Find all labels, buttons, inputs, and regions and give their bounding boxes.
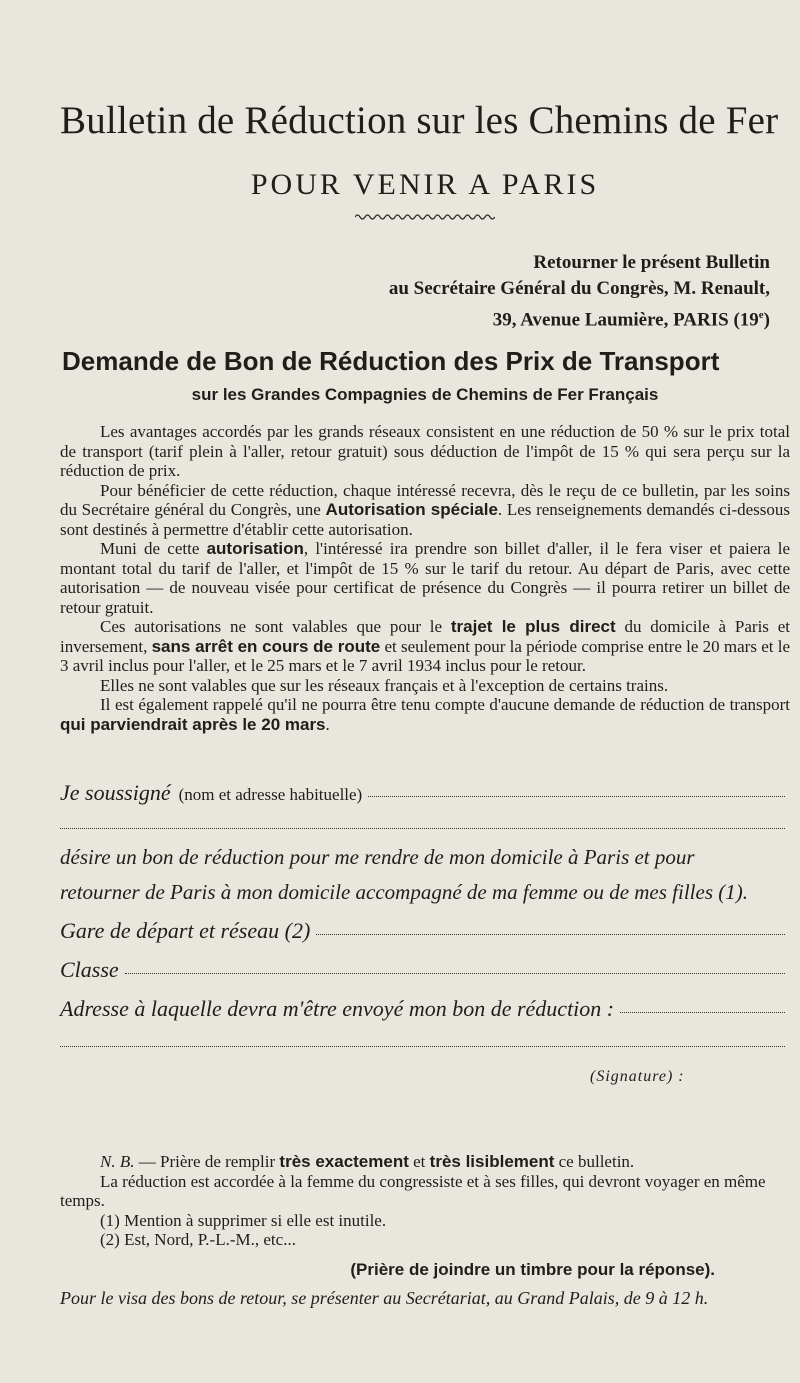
page-subtitle: POUR VENIR A PARIS [250, 168, 600, 201]
notes-block [60, 1152, 790, 1250]
desire-line-2: retourner de Paris à mon domicile accompagné de ma femme ou de mes filles (1). [60, 880, 748, 904]
stamp-request: (Prière de joindre un timbre pour la réponse). [350, 1260, 715, 1279]
desire-line-1: désire un bon de réduction pour me rendre de mon domicile à Paris et pour [60, 845, 695, 869]
request-title: Demande de Bon de Réduction des Prix de Transport [62, 346, 720, 376]
visa-note: Pour le visa des bons de retour, se présenter au Secrétariat, au Grand Palais, de 9 à 12 h. [60, 1288, 709, 1308]
footnote-1: (1) Mention à supprimer si elle est inutile. [100, 1210, 387, 1230]
return-line-1: Retourner le présent Bulletin [533, 252, 770, 273]
adresse-field-continuation[interactable] [60, 1046, 785, 1047]
paragraph-advantages: Les avantages accordés par les grands réseaux consistent en une réduction de 50 % sur le prix total de transport (tarif plein à l'aller, retour gratuit) sous déduction de l'impôt de 15 % qui sera perçu sur la réduction de prix. [60, 422, 790, 480]
adresse-field[interactable]: Adresse à laquelle devra m'être envoyé mon bon de réduction : [60, 996, 785, 1022]
conditions-text [60, 422, 790, 734]
return-line-2: au Secrétaire Général du Congrès, M. Renault, [388, 278, 770, 299]
return-address [290, 250, 770, 333]
nb-line: N. B. — Prière de remplir très exactement et très lisiblement ce bulletin. [100, 1152, 635, 1171]
footnote-2: (2) Est, Nord, P.-L.-M., etc... [100, 1230, 296, 1249]
paragraph-validity: Ces autorisations ne sont valables que pour le trajet le plus direct du domicile à Paris et inversement, sans arrêt en cours de route et seulement pour la période comprise entre le 20 mars et le 3 avril inclus pour l'aller, et le 25 mars et le 7 avril 1934 inclus pour le retour. [60, 617, 790, 675]
paragraph-benefit: Pour bénéficier de cette réduction, chaque intéressé recevra, dès le reçu de ce bulletin, par les soins du Secrétaire général du Congrès, une Autorisation spéciale. Les renseignements demandés ci-dessous sont destinés à permettre d'établir cette autorisation. [60, 480, 790, 539]
paragraph-networks: Elles ne sont valables que sur les réseaux français et à l'exception de certains trains. [100, 675, 669, 695]
soussigne-field-continuation[interactable] [60, 828, 785, 829]
gare-field[interactable]: Gare de départ et réseau (2) [60, 918, 785, 944]
request-subtitle: sur les Grandes Compagnies de Chemins de Fer Français [191, 385, 659, 404]
signature-label: (Signature) : [590, 1068, 685, 1085]
return-line-3: 39, Avenue Laumière, PARIS (19e) [492, 309, 770, 331]
classe-field[interactable]: Classe [60, 957, 785, 983]
paragraph-authorization: Muni de cette autorisation, l'intéressé ira prendre son billet d'aller, il le fera viser et paiera le montant total du tarif de l'aller, et l'impôt de 15 % sur le tarif du retour. Au départ de Paris, avec cette autorisation — de nouveau visée pour certificat de présence du Congrès — il pourra retirer un billet de retour gratuit. [60, 539, 790, 617]
paragraph-deadline: Il est également rappelé qu'il ne pourra être tenu compte d'aucune demande de réduction de transport qui parviendrait après le 20 mars. [60, 695, 790, 734]
wavy-divider [355, 212, 495, 222]
page-title: Bulletin de Réduction sur les Chemins de Fer [60, 99, 779, 142]
soussigne-field[interactable]: Je soussigné (nom et adresse habituelle) [60, 780, 785, 806]
reduction-note: La réduction est accordée à la femme du congressiste et à ses filles, qui devront voyager en même temps. [60, 1171, 766, 1210]
